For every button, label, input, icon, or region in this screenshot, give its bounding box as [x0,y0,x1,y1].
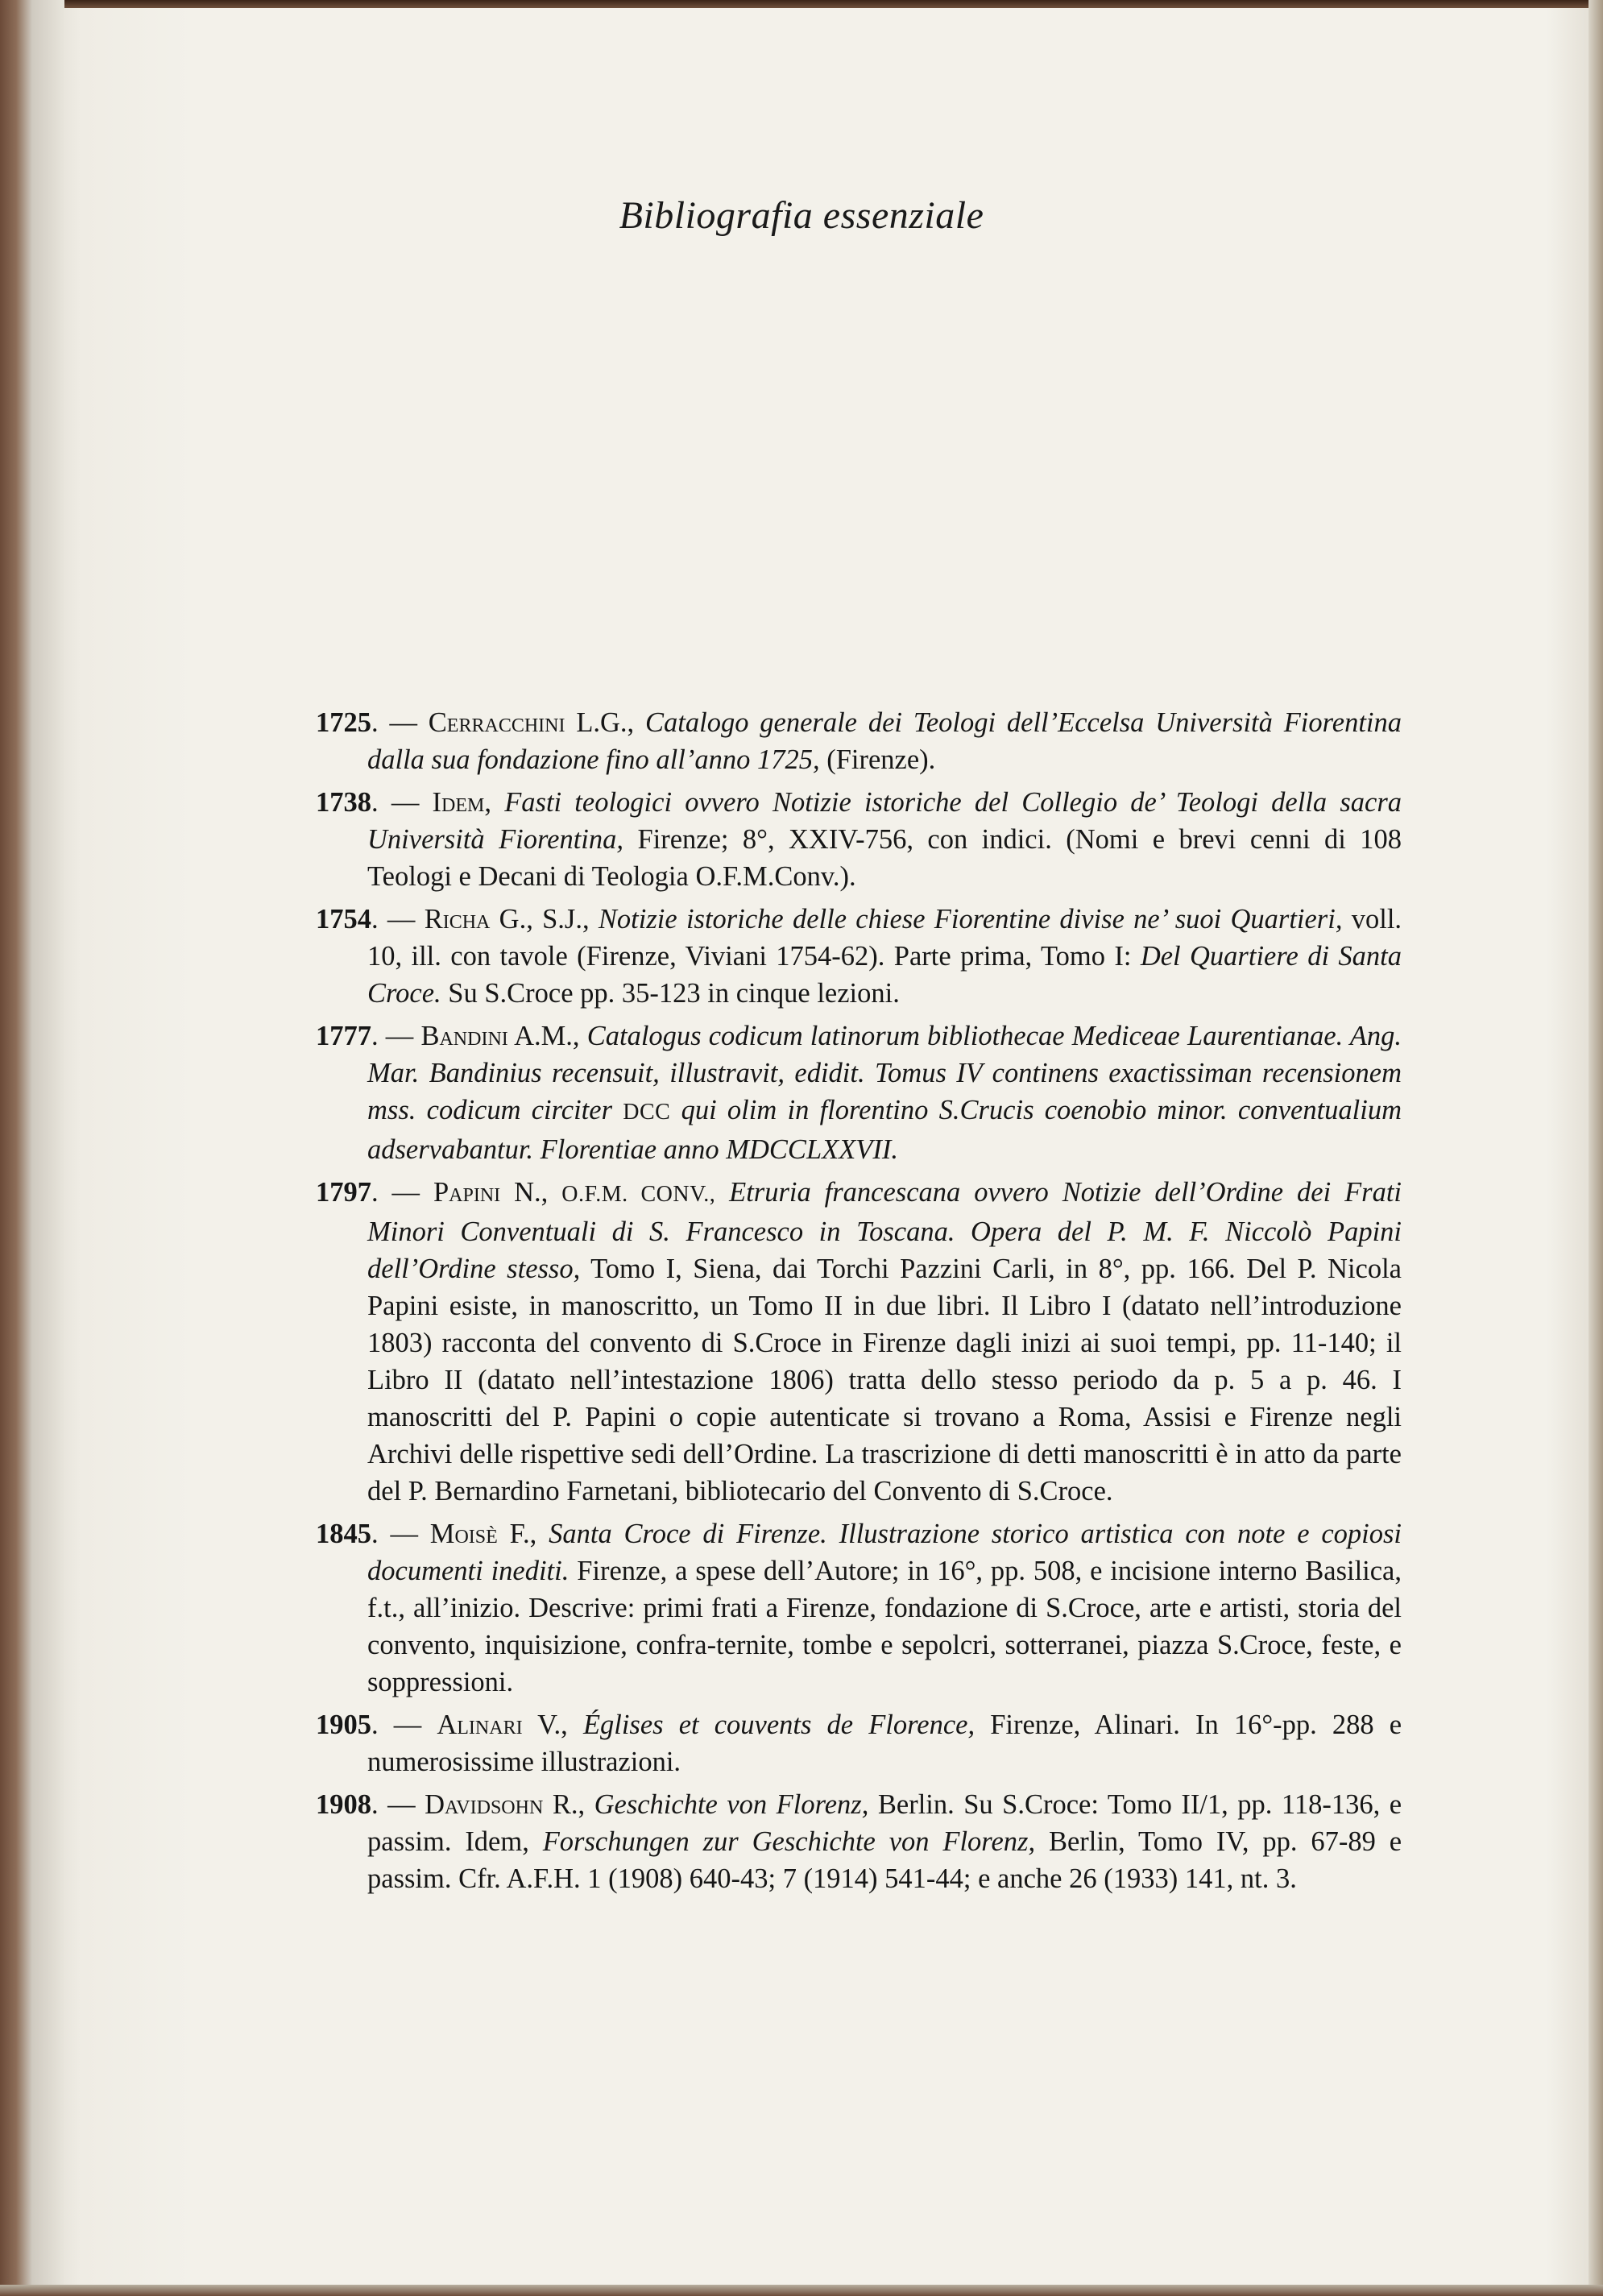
entry-small-caps: DCC [623,1100,671,1125]
entry-author: Richa G., [424,904,533,935]
entry-details: (Firenze). [826,744,936,775]
entry-subtitle: Del Quartiere di Santa Croce. [367,941,1402,1009]
entry-title: Catalogo generale dei Teologi dell’Eccelsa Università Fiorentina dalla sua fondazione fino all’anno 1725, [367,707,1402,775]
entry-details: Tomo I, Siena, dai Torchi Pazzini Carli, in 8°, pp. 166. Del P. Nicola Papini esiste, in manoscritto, un Tomo II in due libri. Il Libro I (datato nell’introduzione 1803) racconta del convento di S.Croce in Firenze dagli inizi ai suoi tempi, pp. 11-140; il Libro II (datato nell’intestazione 1806) tratta dello stesso periodo da p. 5 a p. 46. I manoscritti del P. Papini o copie autenticate si trovano a Roma, Assisi e Firenze negli Archivi delle rispettive sedi dell’Ordine. La trascrizione di detti manoscritti è in atto da parte del P. Bernardino Farnetani, bibliotecario del Convento di S.Croce. [367,1254,1402,1506]
entry-title: Etruria francescana ovvero Notizie dell’Ordine dei Frati Minori Conventuali di S. Francesco in Toscana. Opera del P. M. F. Niccolò Papini dell’Ordine stesso, [367,1177,1402,1284]
entry-details-extra: Berlin, Tomo IV, pp. 67-89 e passim. Cfr. A.F.H. 1 (1908) 640-43; 7 (1914) 541-44; e anche 26 (1933) 141, nt. 3. [367,1826,1402,1894]
entry-details: Firenze, a spese dell’Autore; in 16°, pp. 508, e incisione interno Basilica, f.t., all’inizio. Descrive: primi frati a Firenze, fondazione di S.Croce, arte e artisti, storia del convento, inquisizione, confra-ternite, tombe e sepolcri, sotterranei, piazza S.Croce, feste, e soppressioni. [367,1556,1402,1697]
entry-subtitle: Forschungen zur Geschichte von Florenz, [542,1826,1036,1857]
entry-year: 1845 [316,1519,371,1549]
bibliography-entry: 1754. — Richa G., S.J., Notizie istoriche delle chiese Fiorentine divise ne’ suoi Quartieri, voll. 10, ill. con tavole (Firenze, Viviani 1754-62). Parte prima, Tomo I: Del Quartiere di Santa Croce. Su S.Croce pp. 35-123 in cinque lezioni. [316,904,1402,1009]
bibliography-entry: 1777. — Bandini A.M., Catalogus codicum latinorum bibliothecae Mediceae Laurentianae. Ang. Mar. Bandinius recensuit, illustravit, edidit. Tomus IV continens exactissiman recensionem mss. codicum circiter DCC qui olim in florentino S.Crucis coenobio minor. conventualium adservabantur. Florentiae anno MDCCLXXVII. [316,1021,1402,1165]
entry-year: 1797 [316,1177,371,1208]
entry-title: Églises et couvents de Florence, [582,1710,975,1740]
entry-author: Idem, [432,787,491,818]
entry-title: Santa Croce di Firenze. Illustrazione storico artistica con note e copiosi documenti inediti. [367,1519,1402,1586]
bibliography-list [316,704,1402,1903]
entry-order-abbrev: O.F.M. CONV., [561,1182,716,1207]
bibliography-entry: 1725. — Cerracchini L.G., Catalogo generale dei Teologi dell’Eccelsa Università Fiorentina dalla sua fondazione fino all’anno 1725, (Firenze). [316,707,1402,775]
entry-year: 1905 [316,1710,371,1740]
entry-author-suffix: N., [514,1177,549,1208]
entry-title: Catalogus codicum latinorum bibliothecae Mediceae Laurentianae. Ang. Mar. Bandinius recensuit, illustravit, edidit. Tomus IV continens exactissiman recensionem mss. codicum circiter [367,1021,1402,1125]
entry-year: 1908 [316,1789,371,1820]
entry-author-suffix: S.J., [542,904,590,935]
entry-author-suffix: A.M., [514,1021,580,1051]
entry-details: Firenze; 8°, XXIV-756, con indici. (Nomi e brevi cenni di 108 Teologi e Decani di Teologia O.F.M.Conv.). [367,824,1402,892]
entry-subtitle: qui olim in florentino S.Crucis coenobio minor. conventualium adservabantur. Florentiae anno MDCCLXXVII. [367,1095,1402,1165]
entry-title: Fasti teologici ovvero Notizie istoriche del Collegio de’ Teologi della sacra Università Fiorentina, [367,787,1402,855]
entry-title: Notizie istoriche delle chiese Fiorentine divise ne’ suoi Quartieri, [598,904,1343,935]
entry-year: 1725 [316,707,371,738]
entry-author: Davidsohn [425,1789,544,1820]
entry-details: voll. 10, ill. con tavole (Firenze, Viviani 1754-62). Parte prima, Tomo I: [367,904,1402,972]
bibliography-entry: 1905. — Alinari V., Églises et couvents de Florence, Firenze, Alinari. In 16°-pp. 288 e numerosissime illustrazioni. [316,1710,1402,1777]
entry-author-suffix: V., [537,1710,568,1740]
entry-year: 1738 [316,787,371,818]
entry-details-extra: Su S.Croce pp. 35-123 in cinque lezioni. [448,978,900,1009]
entry-author: Moisè [429,1519,498,1549]
bibliography-entry: 1908. — Davidsohn R., Geschichte von Florenz, Berlin. Su S.Croce: Tomo II/1, pp. 118-136, e passim. Idem, Forschungen zur Geschichte von Florenz, Berlin, Tomo IV, pp. 67-89 e passim. Cfr. A.F.H. 1 (1908) 640-43; 7 (1914) 541-44; e anche 26 (1933) 141, nt. 3. [316,1789,1402,1894]
bottom-page-edge [0,2285,1603,2296]
entry-details: Berlin. Su S.Croce: Tomo II/1, pp. 118-136, e passim. Idem, [367,1789,1402,1857]
page-title: Bibliografia essenziale [619,194,984,237]
bibliography-entry: 1738. — Idem, Fasti teologici ovvero Notizie istoriche del Collegio de’ Teologi della sacra Università Fiorentina, Firenze; 8°, XXIV-756, con indici. (Nomi e brevi cenni di 108 Teologi e Decani di Teologia O.F.M.Conv.). [316,787,1402,892]
entry-year: 1777 [316,1021,371,1051]
entry-author: Alinari [437,1710,523,1740]
book-binding [0,0,64,2296]
entry-author: Papini [433,1177,501,1208]
right-page-edge [1589,0,1603,2296]
entry-year: 1754 [316,904,371,935]
entry-author: Cerracchini L.G., [428,707,635,738]
bibliography-entry: 1845. — Moisè F., Santa Croce di Firenze. Illustrazione storico artistica con note e copiosi documenti inediti. Firenze, a spese dell’Autore; in 16°, pp. 508, e incisione interno Basilica, f.t., all’inizio. Descrive: primi frati a Firenze, fondazione di S.Croce, arte e artisti, storia del convento, inquisizione, confra-ternite, tombe e sepolcri, sotterranei, piazza S.Croce, feste, e soppressioni. [316,1519,1402,1697]
entry-author-suffix: F., [509,1519,537,1549]
entry-title: Geschichte von Florenz, [594,1789,869,1820]
bibliography-entry: 1797. — Papini N., O.F.M. CONV., Etruria francescana ovvero Notizie dell’Ordine dei Frati Minori Conventuali di S. Francesco in Toscana. Opera del P. M. F. Niccolò Papini dell’Ordine stesso, Tomo I, Siena, dai Torchi Pazzini Carli, in 8°, pp. 166. Del P. Nicola Papini esiste, in manoscritto, un Tomo II in due libri. Il Libro I (datato nell’introduzione 1803) racconta del convento di S.Croce in Firenze dagli inizi ai suoi tempi, pp. 11-140; il Libro II (datato nell’intestazione 1806) tratta dello stesso periodo da p. 5 a p. 46. I manoscritti del P. Papini o copie autenticate si trovano a Roma, Assisi e Firenze negli Archivi delle rispettive sedi dell’Ordine. La trascrizione di detti manoscritti è in atto da parte del P. Bernardino Farnetani, bibliotecario del Convento di S.Croce. [316,1177,1402,1506]
entry-author: Bandini [420,1021,508,1051]
entry-author-suffix: R., [552,1789,586,1820]
entry-details: Firenze, Alinari. In 16°-pp. 288 e numerosissime illustrazioni. [367,1710,1402,1777]
